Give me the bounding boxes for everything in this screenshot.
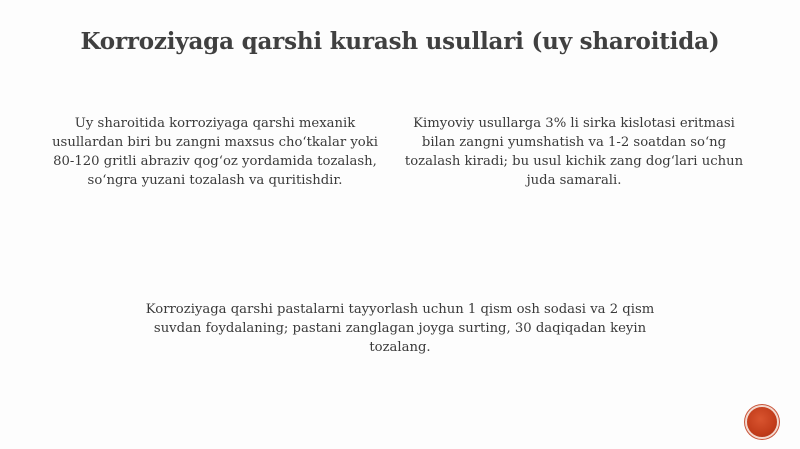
- left-text-block: Uy sharoitida korroziyaga qarshi mexanik usullardan biri bu zangni maxsus cho‘tkalar yoki 80-120 gritli abraziv qog‘oz yordamida tozalash, so‘ngra yuzani tozalash va quritishdir.: [52, 116, 378, 188]
- next-slide-button[interactable]: [747, 407, 777, 437]
- right-text-block: Kimyoviy usullarga 3% li sirka kislotasi eritmasi bilan zangni yumshatish va 1-2 soatdan so‘ng tozalash kiradi; bu usul kichik zang dog‘lari uchun juda samarali.: [404, 116, 744, 188]
- bottom-text-block: Korroziyaga qarshi pastalarni tayyorlash uchun 1 qism osh sodasi va 2 qism suvdan foydalaning; pastani zanglagan joyga surting, 30 daqiqadan keyin tozalang.: [145, 302, 655, 355]
- slide-title: Korroziyaga qarshi kurash usullari (uy sharoitida): [80, 28, 720, 55]
